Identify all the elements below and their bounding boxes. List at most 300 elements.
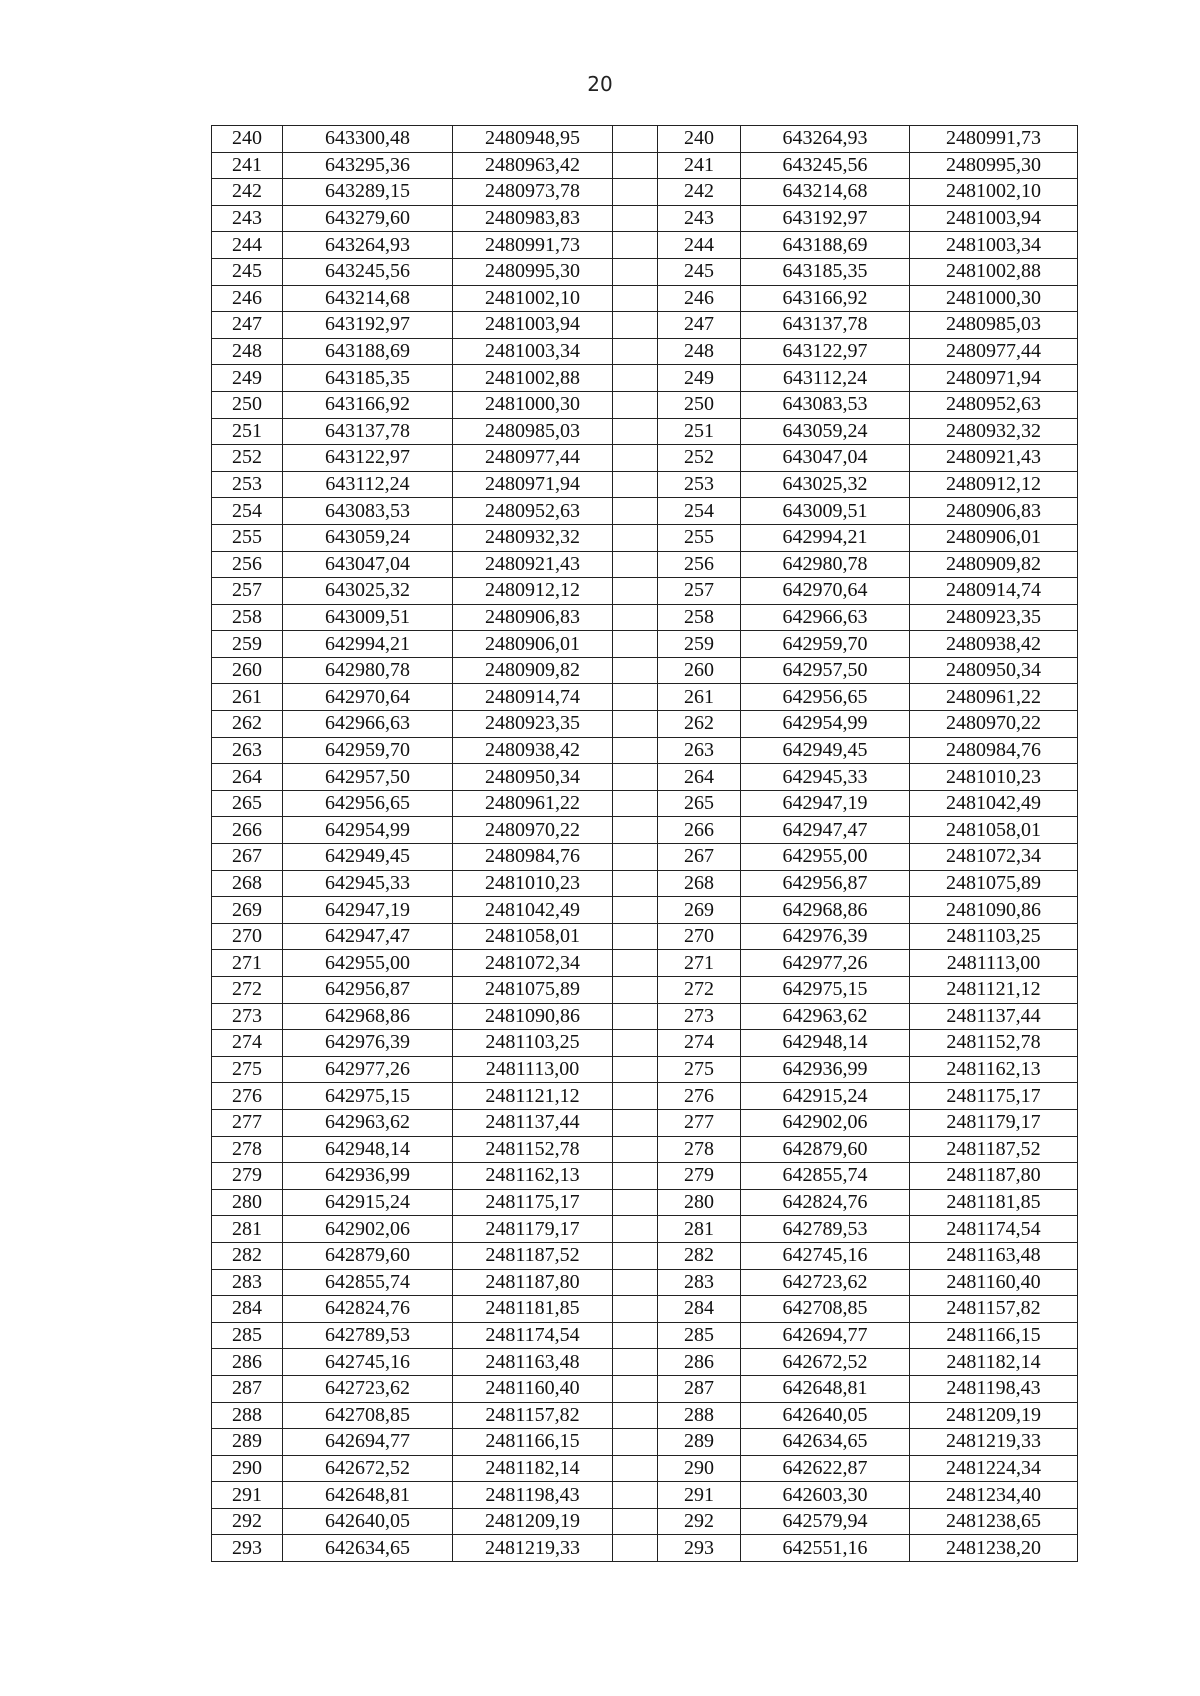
x-coordinate-left: 642977,26 — [283, 1056, 453, 1083]
x-coordinate-left: 642879,60 — [283, 1242, 453, 1269]
y-coordinate-right: 2480912,12 — [910, 471, 1078, 498]
empty-separator-cell — [613, 764, 658, 791]
y-coordinate-right: 2481187,80 — [910, 1163, 1078, 1190]
point-number-left: 249 — [212, 365, 283, 392]
empty-separator-cell — [613, 285, 658, 312]
x-coordinate-right: 642945,33 — [741, 764, 910, 791]
x-coordinate-right: 642855,74 — [741, 1163, 910, 1190]
table-row — [212, 1429, 1078, 1456]
y-coordinate-left: 2480983,83 — [453, 205, 613, 232]
empty-separator-cell — [613, 870, 658, 897]
y-coordinate-left: 2481162,13 — [453, 1163, 613, 1190]
y-coordinate-left: 2481072,34 — [453, 950, 613, 977]
empty-separator-cell — [613, 1136, 658, 1163]
point-number-left: 274 — [212, 1030, 283, 1057]
point-number-right: 246 — [658, 285, 741, 312]
point-number-right: 241 — [658, 152, 741, 179]
y-coordinate-right: 2481182,14 — [910, 1349, 1078, 1376]
empty-separator-cell — [613, 604, 658, 631]
x-coordinate-left: 642955,00 — [283, 950, 453, 977]
x-coordinate-left: 643185,35 — [283, 365, 453, 392]
y-coordinate-left: 2480963,42 — [453, 152, 613, 179]
y-coordinate-left: 2480914,74 — [453, 684, 613, 711]
coordinates-table-body — [212, 126, 1078, 1562]
table-row — [212, 1455, 1078, 1482]
point-number-right: 252 — [658, 445, 741, 472]
point-number-right: 268 — [658, 870, 741, 897]
y-coordinate-right: 2480906,83 — [910, 498, 1078, 525]
x-coordinate-right: 642672,52 — [741, 1349, 910, 1376]
point-number-right: 280 — [658, 1189, 741, 1216]
x-coordinate-right: 643188,69 — [741, 232, 910, 259]
empty-separator-cell — [613, 977, 658, 1004]
y-coordinate-right: 2481042,49 — [910, 790, 1078, 817]
y-coordinate-left: 2480950,34 — [453, 764, 613, 791]
x-coordinate-left: 643295,36 — [283, 152, 453, 179]
point-number-right: 257 — [658, 578, 741, 605]
point-number-right: 258 — [658, 604, 741, 631]
point-number-left: 290 — [212, 1455, 283, 1482]
y-coordinate-left: 2480912,12 — [453, 578, 613, 605]
x-coordinate-right: 642959,70 — [741, 631, 910, 658]
point-number-right: 248 — [658, 338, 741, 365]
empty-separator-cell — [613, 126, 658, 153]
table-row — [212, 1056, 1078, 1083]
y-coordinate-right: 2481121,12 — [910, 977, 1078, 1004]
point-number-left: 255 — [212, 524, 283, 551]
point-number-right: 292 — [658, 1508, 741, 1535]
x-coordinate-left: 642963,62 — [283, 1109, 453, 1136]
point-number-right: 249 — [658, 365, 741, 392]
y-coordinate-left: 2480932,32 — [453, 524, 613, 551]
point-number-left: 251 — [212, 418, 283, 445]
point-number-right: 245 — [658, 258, 741, 285]
x-coordinate-left: 643009,51 — [283, 604, 453, 631]
point-number-left: 261 — [212, 684, 283, 711]
empty-separator-cell — [613, 790, 658, 817]
empty-separator-cell — [613, 711, 658, 738]
table-row — [212, 1030, 1078, 1057]
x-coordinate-left: 642855,74 — [283, 1269, 453, 1296]
y-coordinate-right: 2480950,34 — [910, 657, 1078, 684]
y-coordinate-left: 2481010,23 — [453, 870, 613, 897]
x-coordinate-right: 642648,81 — [741, 1375, 910, 1402]
x-coordinate-left: 642947,19 — [283, 897, 453, 924]
table-row — [212, 1269, 1078, 1296]
y-coordinate-left: 2481121,12 — [453, 1083, 613, 1110]
point-number-left: 240 — [212, 126, 283, 153]
point-number-left: 282 — [212, 1242, 283, 1269]
y-coordinate-left: 2481003,34 — [453, 338, 613, 365]
x-coordinate-right: 643185,35 — [741, 258, 910, 285]
y-coordinate-right: 2481010,23 — [910, 764, 1078, 791]
table-row — [212, 205, 1078, 232]
point-number-left: 289 — [212, 1429, 283, 1456]
x-coordinate-right: 642955,00 — [741, 844, 910, 871]
point-number-right: 279 — [658, 1163, 741, 1190]
x-coordinate-left: 643214,68 — [283, 285, 453, 312]
x-coordinate-right: 642994,21 — [741, 524, 910, 551]
y-coordinate-left: 2481103,25 — [453, 1030, 613, 1057]
x-coordinate-right: 643122,97 — [741, 338, 910, 365]
x-coordinate-right: 642957,50 — [741, 657, 910, 684]
point-number-right: 242 — [658, 179, 741, 206]
page-number: 20 — [587, 72, 613, 96]
y-coordinate-left: 2480991,73 — [453, 232, 613, 259]
y-coordinate-left: 2480985,03 — [453, 418, 613, 445]
table-row — [212, 152, 1078, 179]
empty-separator-cell — [613, 524, 658, 551]
x-coordinate-right: 642579,94 — [741, 1508, 910, 1535]
empty-separator-cell — [613, 1216, 658, 1243]
y-coordinate-left: 2481075,89 — [453, 977, 613, 1004]
y-coordinate-left: 2481090,86 — [453, 1003, 613, 1030]
point-number-left: 271 — [212, 950, 283, 977]
y-coordinate-left: 2480909,82 — [453, 657, 613, 684]
point-number-right: 270 — [658, 923, 741, 950]
point-number-right: 243 — [658, 205, 741, 232]
x-coordinate-right: 642603,30 — [741, 1482, 910, 1509]
x-coordinate-left: 642954,99 — [283, 817, 453, 844]
table-row — [212, 232, 1078, 259]
table-row — [212, 179, 1078, 206]
table-row — [212, 737, 1078, 764]
point-number-right: 291 — [658, 1482, 741, 1509]
y-coordinate-right: 2480906,01 — [910, 524, 1078, 551]
x-coordinate-right: 642968,86 — [741, 897, 910, 924]
y-coordinate-left: 2481181,85 — [453, 1296, 613, 1323]
table-row — [212, 1083, 1078, 1110]
x-coordinate-left: 642789,53 — [283, 1322, 453, 1349]
y-coordinate-right: 2481157,82 — [910, 1296, 1078, 1323]
point-number-right: 255 — [658, 524, 741, 551]
y-coordinate-left: 2481187,80 — [453, 1269, 613, 1296]
empty-separator-cell — [613, 950, 658, 977]
x-coordinate-right: 642745,16 — [741, 1242, 910, 1269]
x-coordinate-right: 643214,68 — [741, 179, 910, 206]
point-number-left: 285 — [212, 1322, 283, 1349]
x-coordinate-left: 642936,99 — [283, 1163, 453, 1190]
point-number-right: 251 — [658, 418, 741, 445]
table-row — [212, 1296, 1078, 1323]
x-coordinate-left: 642648,81 — [283, 1482, 453, 1509]
x-coordinate-right: 642949,45 — [741, 737, 910, 764]
empty-separator-cell — [613, 418, 658, 445]
x-coordinate-right: 642879,60 — [741, 1136, 910, 1163]
x-coordinate-left: 643112,24 — [283, 471, 453, 498]
point-number-right: 244 — [658, 232, 741, 259]
point-number-left: 286 — [212, 1349, 283, 1376]
y-coordinate-right: 2481103,25 — [910, 923, 1078, 950]
point-number-left: 287 — [212, 1375, 283, 1402]
point-number-left: 269 — [212, 897, 283, 924]
y-coordinate-left: 2480971,94 — [453, 471, 613, 498]
y-coordinate-right: 2480971,94 — [910, 365, 1078, 392]
empty-separator-cell — [613, 1508, 658, 1535]
empty-separator-cell — [613, 471, 658, 498]
y-coordinate-right: 2481238,65 — [910, 1508, 1078, 1535]
y-coordinate-right: 2481003,94 — [910, 205, 1078, 232]
table-row — [212, 631, 1078, 658]
point-number-left: 245 — [212, 258, 283, 285]
x-coordinate-left: 642956,87 — [283, 977, 453, 1004]
x-coordinate-left: 643059,24 — [283, 524, 453, 551]
point-number-left: 254 — [212, 498, 283, 525]
point-number-right: 285 — [658, 1322, 741, 1349]
empty-separator-cell — [613, 338, 658, 365]
y-coordinate-right: 2481003,34 — [910, 232, 1078, 259]
table-row — [212, 977, 1078, 1004]
point-number-right: 276 — [658, 1083, 741, 1110]
empty-separator-cell — [613, 312, 658, 339]
point-number-right: 240 — [658, 126, 741, 153]
x-coordinate-right: 643009,51 — [741, 498, 910, 525]
y-coordinate-left: 2481187,52 — [453, 1242, 613, 1269]
empty-separator-cell — [613, 1296, 658, 1323]
point-number-right: 259 — [658, 631, 741, 658]
x-coordinate-left: 642708,85 — [283, 1402, 453, 1429]
point-number-left: 273 — [212, 1003, 283, 1030]
table-row — [212, 1375, 1078, 1402]
x-coordinate-right: 643025,32 — [741, 471, 910, 498]
point-number-right: 288 — [658, 1402, 741, 1429]
point-number-left: 266 — [212, 817, 283, 844]
point-number-left: 288 — [212, 1402, 283, 1429]
point-number-left: 272 — [212, 977, 283, 1004]
y-coordinate-left: 2480977,44 — [453, 445, 613, 472]
x-coordinate-right: 642966,63 — [741, 604, 910, 631]
y-coordinate-right: 2481152,78 — [910, 1030, 1078, 1057]
empty-separator-cell — [613, 232, 658, 259]
y-coordinate-right: 2480952,63 — [910, 391, 1078, 418]
table-row — [212, 551, 1078, 578]
table-row — [212, 604, 1078, 631]
x-coordinate-right: 642980,78 — [741, 551, 910, 578]
table-row — [212, 1482, 1078, 1509]
x-coordinate-left: 643192,97 — [283, 312, 453, 339]
table-row — [212, 1136, 1078, 1163]
table-row — [212, 1349, 1078, 1376]
empty-separator-cell — [613, 631, 658, 658]
y-coordinate-left: 2481157,82 — [453, 1402, 613, 1429]
x-coordinate-right: 642936,99 — [741, 1056, 910, 1083]
empty-separator-cell — [613, 498, 658, 525]
table-row — [212, 1242, 1078, 1269]
x-coordinate-right: 642970,64 — [741, 578, 910, 605]
y-coordinate-left: 2480984,76 — [453, 844, 613, 871]
y-coordinate-left: 2480921,43 — [453, 551, 613, 578]
y-coordinate-left: 2481174,54 — [453, 1322, 613, 1349]
y-coordinate-left: 2480923,35 — [453, 711, 613, 738]
x-coordinate-right: 642976,39 — [741, 923, 910, 950]
y-coordinate-right: 2481002,10 — [910, 179, 1078, 206]
point-number-left: 276 — [212, 1083, 283, 1110]
point-number-right: 247 — [658, 312, 741, 339]
x-coordinate-left: 643300,48 — [283, 126, 453, 153]
table-row — [212, 1508, 1078, 1535]
point-number-left: 243 — [212, 205, 283, 232]
y-coordinate-right: 2481090,86 — [910, 897, 1078, 924]
x-coordinate-right: 642947,19 — [741, 790, 910, 817]
table-row — [212, 365, 1078, 392]
point-number-left: 256 — [212, 551, 283, 578]
point-number-right: 278 — [658, 1136, 741, 1163]
y-coordinate-right: 2481163,48 — [910, 1242, 1078, 1269]
x-coordinate-right: 643264,93 — [741, 126, 910, 153]
y-coordinate-right: 2481187,52 — [910, 1136, 1078, 1163]
point-number-left: 264 — [212, 764, 283, 791]
point-number-right: 290 — [658, 1455, 741, 1482]
y-coordinate-left: 2481042,49 — [453, 897, 613, 924]
y-coordinate-left: 2481002,10 — [453, 285, 613, 312]
table-row — [212, 418, 1078, 445]
x-coordinate-left: 643279,60 — [283, 205, 453, 232]
point-number-right: 287 — [658, 1375, 741, 1402]
y-coordinate-left: 2481198,43 — [453, 1482, 613, 1509]
y-coordinate-right: 2480977,44 — [910, 338, 1078, 365]
table-row — [212, 445, 1078, 472]
table-row — [212, 1163, 1078, 1190]
y-coordinate-right: 2480991,73 — [910, 126, 1078, 153]
empty-separator-cell — [613, 817, 658, 844]
x-coordinate-left: 642948,14 — [283, 1136, 453, 1163]
table-row — [212, 790, 1078, 817]
x-coordinate-left: 642634,65 — [283, 1535, 453, 1562]
y-coordinate-left: 2481003,94 — [453, 312, 613, 339]
table-row — [212, 1322, 1078, 1349]
empty-separator-cell — [613, 578, 658, 605]
y-coordinate-left: 2480938,42 — [453, 737, 613, 764]
y-coordinate-right: 2480984,76 — [910, 737, 1078, 764]
y-coordinate-right: 2481198,43 — [910, 1375, 1078, 1402]
y-coordinate-right: 2481072,34 — [910, 844, 1078, 871]
point-number-left: 250 — [212, 391, 283, 418]
table-row — [212, 950, 1078, 977]
point-number-left: 258 — [212, 604, 283, 631]
x-coordinate-right: 643047,04 — [741, 445, 910, 472]
point-number-right: 254 — [658, 498, 741, 525]
point-number-right: 261 — [658, 684, 741, 711]
empty-separator-cell — [613, 923, 658, 950]
x-coordinate-left: 642976,39 — [283, 1030, 453, 1057]
x-coordinate-left: 642957,50 — [283, 764, 453, 791]
empty-separator-cell — [613, 1030, 658, 1057]
x-coordinate-left: 643025,32 — [283, 578, 453, 605]
empty-separator-cell — [613, 657, 658, 684]
point-number-right: 283 — [658, 1269, 741, 1296]
point-number-right: 286 — [658, 1349, 741, 1376]
point-number-right: 272 — [658, 977, 741, 1004]
x-coordinate-left: 642966,63 — [283, 711, 453, 738]
point-number-right: 253 — [658, 471, 741, 498]
x-coordinate-right: 642723,62 — [741, 1269, 910, 1296]
point-number-left: 263 — [212, 737, 283, 764]
empty-separator-cell — [613, 1402, 658, 1429]
point-number-left: 280 — [212, 1189, 283, 1216]
x-coordinate-left: 643188,69 — [283, 338, 453, 365]
x-coordinate-right: 642622,87 — [741, 1455, 910, 1482]
point-number-left: 262 — [212, 711, 283, 738]
point-number-right: 260 — [658, 657, 741, 684]
empty-separator-cell — [613, 1163, 658, 1190]
point-number-right: 282 — [658, 1242, 741, 1269]
y-coordinate-right: 2481175,17 — [910, 1083, 1078, 1110]
empty-separator-cell — [613, 391, 658, 418]
empty-separator-cell — [613, 205, 658, 232]
point-number-left: 291 — [212, 1482, 283, 1509]
y-coordinate-left: 2481000,30 — [453, 391, 613, 418]
table-row — [212, 285, 1078, 312]
x-coordinate-left: 642824,76 — [283, 1296, 453, 1323]
point-number-right: 281 — [658, 1216, 741, 1243]
point-number-right: 274 — [658, 1030, 741, 1057]
table-row — [212, 258, 1078, 285]
y-coordinate-right: 2481219,33 — [910, 1429, 1078, 1456]
empty-separator-cell — [613, 1322, 658, 1349]
x-coordinate-right: 642634,65 — [741, 1429, 910, 1456]
table-row — [212, 498, 1078, 525]
empty-separator-cell — [613, 258, 658, 285]
x-coordinate-right: 642977,26 — [741, 950, 910, 977]
y-coordinate-right: 2481113,00 — [910, 950, 1078, 977]
point-number-left: 281 — [212, 1216, 283, 1243]
y-coordinate-left: 2481166,15 — [453, 1429, 613, 1456]
x-coordinate-right: 642956,87 — [741, 870, 910, 897]
empty-separator-cell — [613, 1482, 658, 1509]
x-coordinate-right: 642915,24 — [741, 1083, 910, 1110]
x-coordinate-left: 642902,06 — [283, 1216, 453, 1243]
table-row — [212, 1402, 1078, 1429]
point-number-left: 277 — [212, 1109, 283, 1136]
point-number-right: 256 — [658, 551, 741, 578]
y-coordinate-right: 2481058,01 — [910, 817, 1078, 844]
y-coordinate-right: 2480921,43 — [910, 445, 1078, 472]
x-coordinate-right: 642789,53 — [741, 1216, 910, 1243]
y-coordinate-right: 2480970,22 — [910, 711, 1078, 738]
point-number-left: 278 — [212, 1136, 283, 1163]
y-coordinate-right: 2481179,17 — [910, 1109, 1078, 1136]
point-number-right: 269 — [658, 897, 741, 924]
y-coordinate-left: 2481182,14 — [453, 1455, 613, 1482]
y-coordinate-right: 2481000,30 — [910, 285, 1078, 312]
table-row — [212, 471, 1078, 498]
x-coordinate-left: 642980,78 — [283, 657, 453, 684]
y-coordinate-right: 2480932,32 — [910, 418, 1078, 445]
point-number-right: 284 — [658, 1296, 741, 1323]
empty-separator-cell — [613, 1109, 658, 1136]
x-coordinate-left: 642994,21 — [283, 631, 453, 658]
empty-separator-cell — [613, 1056, 658, 1083]
x-coordinate-left: 642723,62 — [283, 1375, 453, 1402]
y-coordinate-right: 2480961,22 — [910, 684, 1078, 711]
y-coordinate-right: 2481162,13 — [910, 1056, 1078, 1083]
y-coordinate-left: 2480952,63 — [453, 498, 613, 525]
x-coordinate-right: 643083,53 — [741, 391, 910, 418]
x-coordinate-left: 642959,70 — [283, 737, 453, 764]
x-coordinate-right: 643245,56 — [741, 152, 910, 179]
point-number-right: 293 — [658, 1535, 741, 1562]
x-coordinate-left: 642915,24 — [283, 1189, 453, 1216]
empty-separator-cell — [613, 1429, 658, 1456]
point-number-right: 264 — [658, 764, 741, 791]
point-number-right: 262 — [658, 711, 741, 738]
y-coordinate-left: 2481113,00 — [453, 1056, 613, 1083]
empty-separator-cell — [613, 1242, 658, 1269]
table-row — [212, 923, 1078, 950]
empty-separator-cell — [613, 1083, 658, 1110]
y-coordinate-right: 2480938,42 — [910, 631, 1078, 658]
y-coordinate-right: 2480914,74 — [910, 578, 1078, 605]
